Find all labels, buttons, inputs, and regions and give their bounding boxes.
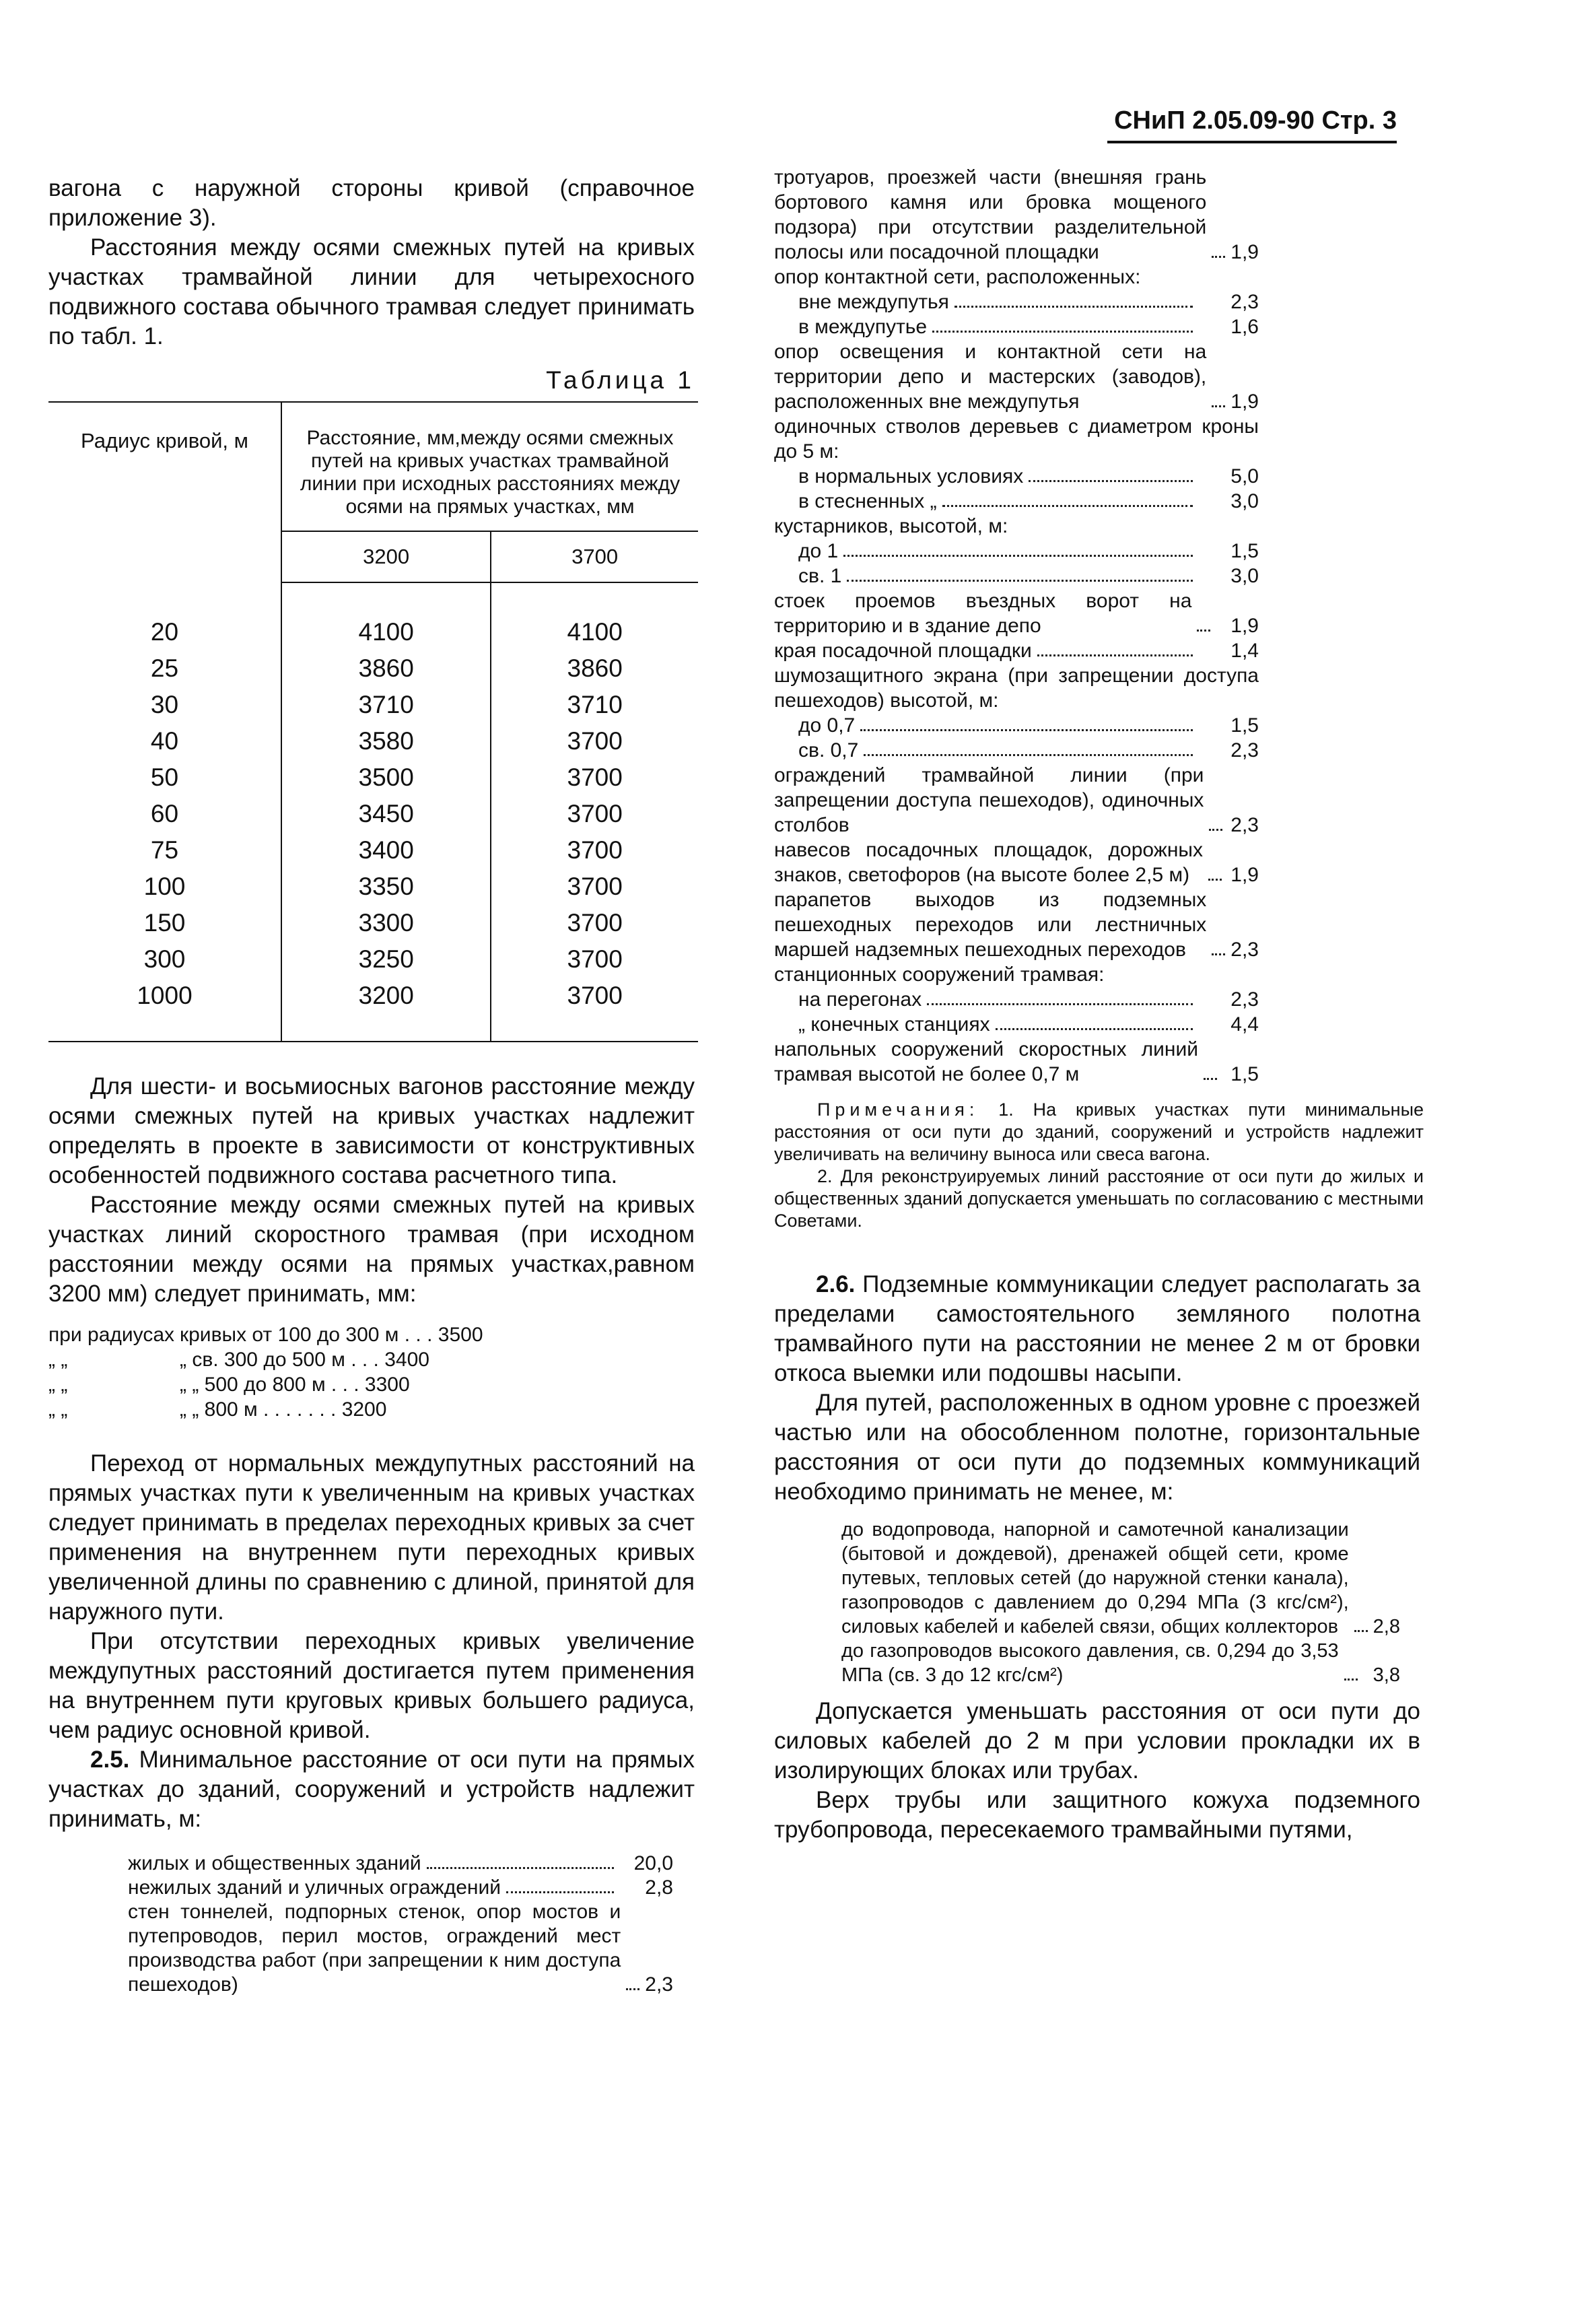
list-item (48, 1397, 695, 1422)
list-item-text: парапетов выходов из подземных пешеходных переходов или лестничных маршей надземных пешеходных переходов (774, 889, 1207, 961)
cell-3700: 3700 (567, 727, 623, 755)
list-item (774, 838, 1259, 887)
paragraph-text: Минимальное расстояние от оси пути на прямых участках до зданий, сооружений и устройств надлежит принимать, м: (48, 1747, 695, 1832)
list-item-text: до водопровода, напорной и самотечной канализации (бытовой и дождевой), дренажей общей сети, кроме путевых, тепловых сетей (до наружной стенки канала), газопроводов с давлением до 0,294 МПа (3 кгс/см²), силовых кабелей и кабелей связи, общих коллекторов (841, 1519, 1349, 1637)
list-item-text: до 0,7 (798, 714, 856, 737)
list-item (48, 1372, 695, 1397)
list-item-text: края посадочной площадки (774, 640, 1032, 662)
cell-3200: 4100 (281, 582, 491, 650)
list-item-value: 2,8 (1373, 1616, 1400, 1637)
list-item-text: „ „ 500 до 800 м . . . 3300 (180, 1374, 410, 1396)
list-item-text: стен тоннелей, подпорных стенок, опор мостов и путепроводов, перил мостов, ограждений мест производства работ (при запрещении к ним доступа пешеходов) (128, 1901, 621, 1996)
table-row (48, 869, 698, 905)
cell-3700: 3700 (567, 800, 623, 827)
table-row (48, 723, 698, 759)
list-item (774, 265, 1259, 290)
list-item (774, 887, 1259, 962)
paragraph: Расстояние между осями смежных путей на кривых участках линий скоростного трамвая (при исходном расстоянии между осями на прямых участках,равном 3200 мм) следует принимать, мм: (48, 1192, 695, 1307)
list-item-value: 3,0 (1230, 490, 1259, 512)
page-header: СНиП 2.05.09-90 Стр. 3 (1107, 106, 1397, 143)
table-subheader-3700: 3700 (491, 531, 698, 582)
leader-dots (1204, 1078, 1217, 1080)
list-item-text: опор контактной сети, расположенных: (774, 266, 1141, 288)
list-item-text: на перегонах (798, 988, 922, 1011)
list-item (774, 165, 1259, 265)
paragraph-2-6 (774, 1270, 1420, 1388)
leader-dots (996, 1028, 1193, 1030)
paragraph-2-5 (48, 1745, 695, 1834)
paragraph: Для шести- и восьмиосных вагонов расстояние между осями смежных путей на кривых участках надлежит определять в проекте в зависимости от конструктивных особенностей подвижного состава расчетного типа. (48, 1073, 695, 1188)
leader-dots (927, 1003, 1193, 1005)
list-item-text: кустарников, высотой, м: (774, 515, 1008, 537)
notes-label: Примечания: (817, 1099, 979, 1120)
notes (774, 1099, 1424, 1232)
cell-radius: 50 (150, 764, 179, 791)
list-item-text: одиночных стволов деревьев с диаметром кроны до 5 м: (774, 415, 1259, 463)
list-item-value: 1,5 (1230, 1063, 1259, 1085)
table-row (48, 832, 698, 869)
list-item-text: „ „ 800 м . . . . . . . 3200 (180, 1398, 387, 1421)
cell-3200: 3350 (281, 869, 491, 905)
list-item-prefix: при радиусах (48, 1324, 175, 1346)
leader-dots (1212, 405, 1225, 407)
list-item (774, 763, 1259, 838)
table-row (48, 687, 698, 723)
leader-dots (1197, 630, 1210, 632)
list-item-value: 20,0 (633, 1852, 673, 1874)
list-item-text: напольных сооружений скоростных линий трамвая высотой не более 0,7 м (774, 1038, 1199, 1085)
list-item-text: „ св. 300 до 500 м . . . 3400 (180, 1349, 429, 1371)
distance-list (128, 1852, 673, 1997)
list-item (841, 1639, 1400, 1687)
leader-dots (1212, 953, 1225, 955)
list-item (774, 1037, 1259, 1087)
table-header-radius: Радиус кривой, м (48, 402, 281, 582)
leader-dots (626, 1988, 639, 1990)
communications-list (841, 1518, 1400, 1687)
list-item (774, 339, 1259, 414)
cell-3700: 3860 (567, 654, 623, 682)
list-item-text: в стесненных „ (798, 490, 937, 512)
list-item-value: 2,3 (1230, 814, 1259, 836)
list-item-text: до газопроводов высокого давления, св. 0,294 до 3,53 МПа (св. 3 до 12 кгс/см²) (841, 1640, 1339, 1686)
list-item-value: 4,4 (1230, 1013, 1259, 1036)
list-item-text: вне междупутья (798, 291, 949, 313)
list-item-text: кривых от 100 до 300 м . . . 3500 (180, 1324, 483, 1346)
leader-dots (955, 306, 1193, 308)
list-item-text: в междупутье (798, 316, 928, 338)
list-item-text: „ конечных станциях (798, 1013, 990, 1036)
table-row (48, 650, 698, 687)
paragraph: Верх трубы или защитного кожуха подземного трубопровода, пересекаемого трамвайными путями, (774, 1787, 1420, 1843)
table-row (48, 978, 698, 1042)
cell-3200: 3710 (281, 687, 491, 723)
list-item-text: стоек проемов въездных ворот на территорию и в здание депо (774, 590, 1192, 637)
cell-radius: 1000 (48, 978, 281, 1042)
paragraph: Расстояния между осями смежных путей на кривых участках трамвайной линии для четырехосного подвижного состава обычного трамвая следует принимать по табл. 1. (48, 234, 695, 349)
list-item-value: 3,0 (1230, 565, 1259, 587)
list-item (774, 564, 1259, 588)
list-item-value: 2,3 (1230, 939, 1259, 961)
list-item-prefix: „ „ (48, 1398, 68, 1421)
cell-3700: 3700 (567, 873, 623, 900)
section-number: 2.5. (90, 1747, 130, 1773)
list-item (774, 464, 1259, 489)
cell-3700: 3700 (491, 978, 698, 1042)
list-item (841, 1518, 1400, 1639)
cell-3200: 3400 (281, 832, 491, 869)
cell-3700: 3700 (567, 764, 623, 791)
cell-radius: 30 (150, 691, 179, 718)
cell-3200: 3200 (281, 978, 491, 1042)
paragraph: Для путей, расположенных в одном уровне с проезжей частью или на обособленном полотне, горизонтальные расстояния от оси пути до подземных коммуникаций необходимо принимать не менее, м: (774, 1390, 1420, 1505)
cell-radius: 100 (143, 873, 186, 900)
cell-3200: 3860 (281, 650, 491, 687)
list-item-value: 1,9 (1230, 241, 1259, 263)
list-item-value: 2,3 (645, 1973, 673, 1996)
cell-3700: 3700 (567, 909, 623, 937)
list-item-value: 1,9 (1230, 391, 1259, 413)
list-item (128, 1852, 673, 1876)
table-subheader-3200: 3200 (281, 531, 491, 582)
paragraph-text: Подземные коммуникации следует располагать за пределами самостоятельного земляного полотна трамвайного пути на расстоянии не менее 2 м от бровки откоса выемки или подошвы насыпи. (774, 1271, 1420, 1386)
list-item-text: шумозащитного экрана (при запрещении доступа пешеходов) высотой, м: (774, 665, 1259, 712)
list-item (774, 539, 1259, 564)
list-item-value: 1,4 (1230, 640, 1259, 662)
radius-list (48, 1322, 695, 1422)
list-item (774, 588, 1259, 638)
leader-dots (942, 505, 1193, 507)
list-item (774, 514, 1259, 539)
cell-3200: 3450 (281, 796, 491, 832)
list-item-text: опор освещения и контактной сети на территории депо и мастерских (заводов), расположенных вне междупутья (774, 341, 1207, 413)
table-row (48, 905, 698, 941)
right-column (774, 165, 1424, 1845)
list-item (48, 1322, 695, 1347)
list-item-value: 2,8 (645, 1876, 673, 1899)
leader-dots (1354, 1630, 1368, 1632)
list-item (774, 290, 1259, 314)
list-item-text: навесов посадочных площадок, дорожных знаков, светофоров (на высоте более 2,5 м) (774, 839, 1203, 886)
list-item-text: станционных сооружений трамвая: (774, 963, 1105, 986)
cell-3700: 3700 (567, 836, 623, 864)
leader-dots (1037, 654, 1193, 656)
paragraph: Допускается уменьшать расстояния от оси пути до силовых кабелей до 2 м при условии прокладки их в изолирующих блоках или трубах. (774, 1698, 1420, 1784)
list-item-value: 5,0 (1230, 465, 1259, 487)
table-body (48, 582, 698, 1042)
list-item-text: жилых и общественных зданий (128, 1852, 421, 1874)
table-caption: Таблица 1 (546, 366, 695, 394)
list-item-value: 1,5 (1230, 714, 1259, 737)
leader-dots (847, 580, 1193, 582)
left-column (48, 174, 695, 1997)
cell-3700: 4100 (567, 618, 623, 646)
leader-dots (1209, 829, 1222, 831)
list-item-prefix: „ „ (48, 1374, 68, 1396)
table-row (48, 582, 698, 650)
cell-radius: 25 (150, 654, 179, 682)
leader-dots (932, 331, 1193, 333)
cell-radius: 75 (150, 836, 179, 864)
cell-radius: 150 (143, 909, 186, 937)
list-item (128, 1900, 673, 1997)
list-item (128, 1876, 673, 1900)
list-item (48, 1347, 695, 1372)
leader-dots (1212, 256, 1225, 258)
list-item-text: нежилых зданий и уличных ограждений (128, 1876, 501, 1899)
paragraph: вагона с наружной стороны кривой (справочное приложение 3). (48, 175, 695, 231)
list-item (774, 987, 1259, 1012)
paragraph: Переход от нормальных междупутных расстояний на прямых участках пути к увеличенным на кривых участках следует принимать в пределах переходных кривых за счет применения на внутреннем пути переходных кривых увеличенной длины по сравнению с длиной, принятой для наружного пути. (48, 1450, 695, 1625)
cell-3200: 3580 (281, 723, 491, 759)
list-item-value: 2,3 (1230, 739, 1259, 761)
list-item (774, 962, 1259, 987)
list-item-value: 2,3 (1230, 988, 1259, 1011)
table-header-distance: Расстояние, мм,между осями смежных путей на кривых участках трамвайной линии при исходных расстояниях между осями на прямых участках, мм (281, 402, 698, 531)
leader-dots (506, 1891, 614, 1893)
list-item-value: 1,5 (1230, 540, 1259, 562)
cell-radius: 40 (150, 727, 179, 755)
list-item-text: тротуаров, проезжей части (внешняя грань бортового камня или бровка мощеного подзора) при отсутствии разделительной полосы или посадочной площадки (774, 166, 1207, 263)
list-item-prefix: „ „ (48, 1349, 68, 1371)
table-row (48, 796, 698, 832)
list-item-text: св. 0,7 (798, 739, 859, 761)
paragraph: При отсутствии переходных кривых увеличение междупутных расстояний достигается путем применения на внутреннем пути круговых кривых большего радиуса, чем радиус основной кривой. (48, 1628, 695, 1743)
leader-dots (427, 1867, 614, 1869)
list-item (774, 1012, 1259, 1037)
note-2: 2. Для реконструируемых линий расстояние от оси пути до жилых и общественных зданий допускается уменьшать по согласованию с местными Советами. (774, 1166, 1424, 1231)
list-item (774, 638, 1259, 663)
table-row (48, 759, 698, 796)
cell-radius: 60 (150, 800, 179, 827)
list-item-text: ограждений трамвайной линии (при запрещении доступа пешеходов), одиночных столбов (774, 764, 1204, 836)
list-item-value: 1,6 (1230, 316, 1259, 338)
cell-3200: 3500 (281, 759, 491, 796)
section-number: 2.6. (816, 1271, 856, 1297)
cell-3700: 3710 (567, 691, 623, 718)
leader-dots (860, 729, 1193, 731)
list-item (774, 738, 1259, 763)
note-1: 1. На кривых участках пути минимальные расстояния от оси пути до зданий, сооружений и устройств надлежит увеличивать на величину выноса или свеса вагона. (774, 1099, 1424, 1164)
list-item-value: 1,9 (1230, 864, 1259, 886)
cell-radius: 300 (143, 945, 186, 973)
cell-3200: 3300 (281, 905, 491, 941)
list-item-value: 1,9 (1230, 615, 1259, 637)
list-item (774, 663, 1259, 713)
list-item (774, 489, 1259, 514)
list-item-text: до 1 (798, 540, 839, 562)
list-item-text: в нормальных условиях (798, 465, 1024, 487)
leader-dots (1029, 480, 1193, 482)
list-item-value: 2,3 (1230, 291, 1259, 313)
leader-dots (843, 555, 1193, 557)
table-1 (48, 401, 698, 1042)
cell-3200: 3250 (281, 941, 491, 978)
leader-dots (1208, 879, 1222, 881)
list-item (774, 414, 1259, 464)
list-item (774, 314, 1259, 339)
distance-list-continued (774, 165, 1259, 1087)
table-row (48, 941, 698, 978)
cell-radius: 20 (150, 617, 179, 646)
list-item-text: св. 1 (798, 565, 842, 587)
list-item (774, 713, 1259, 738)
leader-dots (1344, 1678, 1358, 1681)
list-item-value: 3,8 (1373, 1664, 1400, 1686)
cell-3700: 3700 (567, 945, 623, 973)
leader-dots (864, 754, 1193, 756)
